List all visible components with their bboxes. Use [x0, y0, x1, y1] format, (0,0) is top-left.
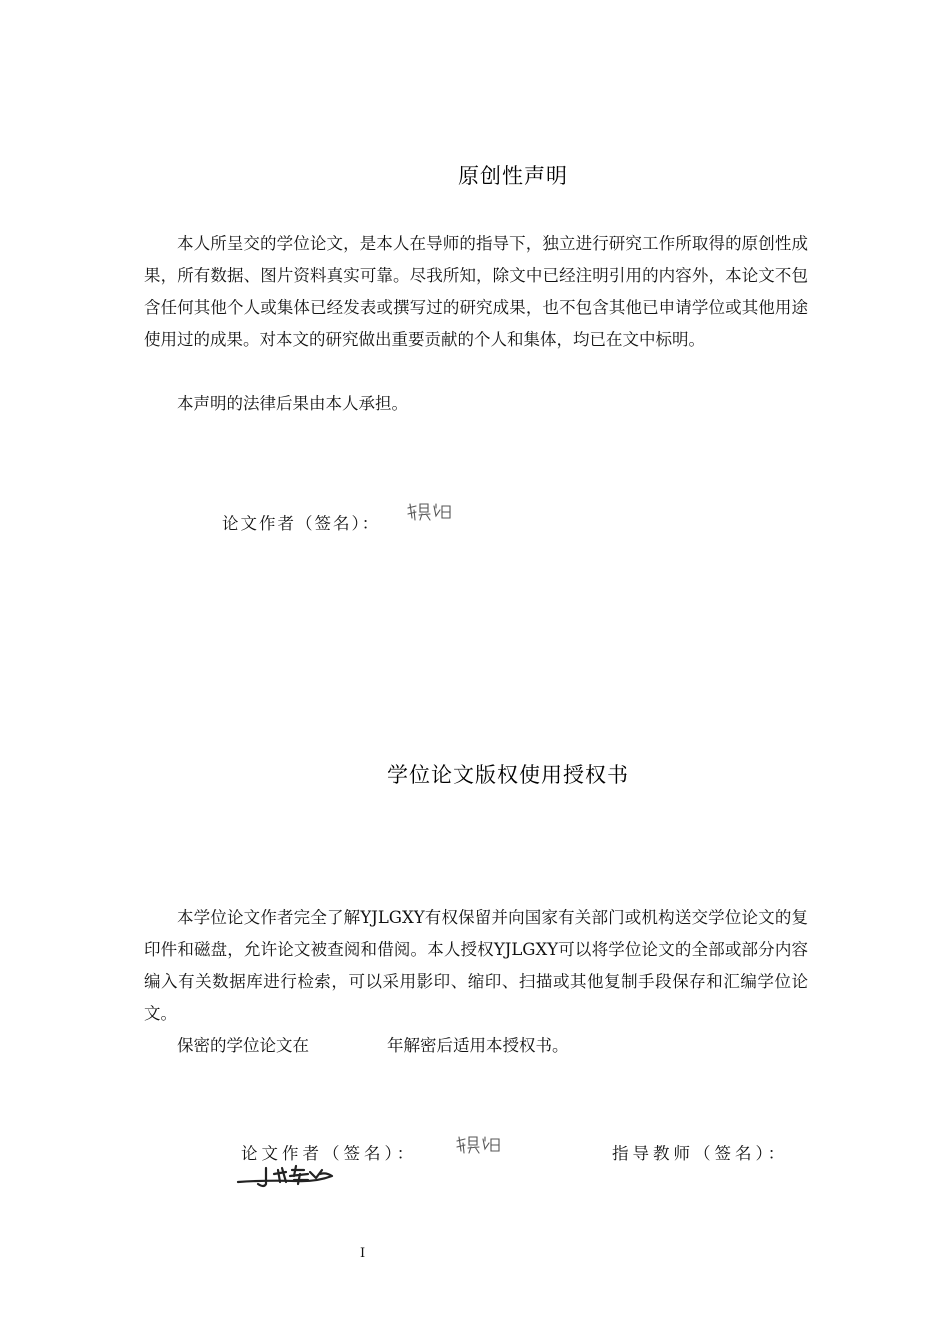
copyright-title: 学位论文版权使用授权书	[387, 763, 629, 787]
originality-author-signature-image	[406, 500, 454, 524]
copyright-paragraph-1: 本学位论文作者完全了解YJLGXY有权保留并向国家有关部门或机构送交学位论文的复印件和磁盘，允许论文被查阅和借阅。本人授权YJLGXY可以将学位论文的全部或部分内容编入有关数据库进行检索，可以采用影印、缩印、扫描或其他复制手段保存和汇编学位论文。	[144, 908, 808, 1023]
confidential-text-after: 年解密后适用本授权书。	[387, 1036, 569, 1055]
originality-paragraph-1: 本人所呈交的学位论文，是本人在导师的指导下，独立进行研究工作所取得的原创性成果，所有数据、图片资料真实可靠。尽我所知，除文中已经注明引用的内容外，本论文不包含任何其他个人或集体已经发表或撰写过的研究成果，也不包含其他已申请学位或其他用途使用过的成果。对本文的研究做出重要贡献的个人和集体，均已在文中标明。	[144, 234, 808, 349]
originality-author-signature-label: 论文作者（签名）：	[222, 514, 381, 533]
copyright-advisor-signature-image	[236, 1162, 338, 1190]
originality-title: 原创性声明	[458, 164, 568, 188]
page-number: I	[360, 1246, 366, 1261]
originality-paragraph-2: 本声明的法律后果由本人承担。	[177, 394, 408, 413]
confidential-text-before: 保密的学位论文在	[177, 1036, 309, 1055]
copyright-paragraph-2	[144, 1030, 808, 1062]
copyright-advisor-signature-label: 指导教师（签名）：	[612, 1144, 789, 1163]
copyright-author-signature-label: 论文作者（签名）：	[241, 1144, 418, 1163]
copyright-author-signature-image	[455, 1133, 503, 1157]
